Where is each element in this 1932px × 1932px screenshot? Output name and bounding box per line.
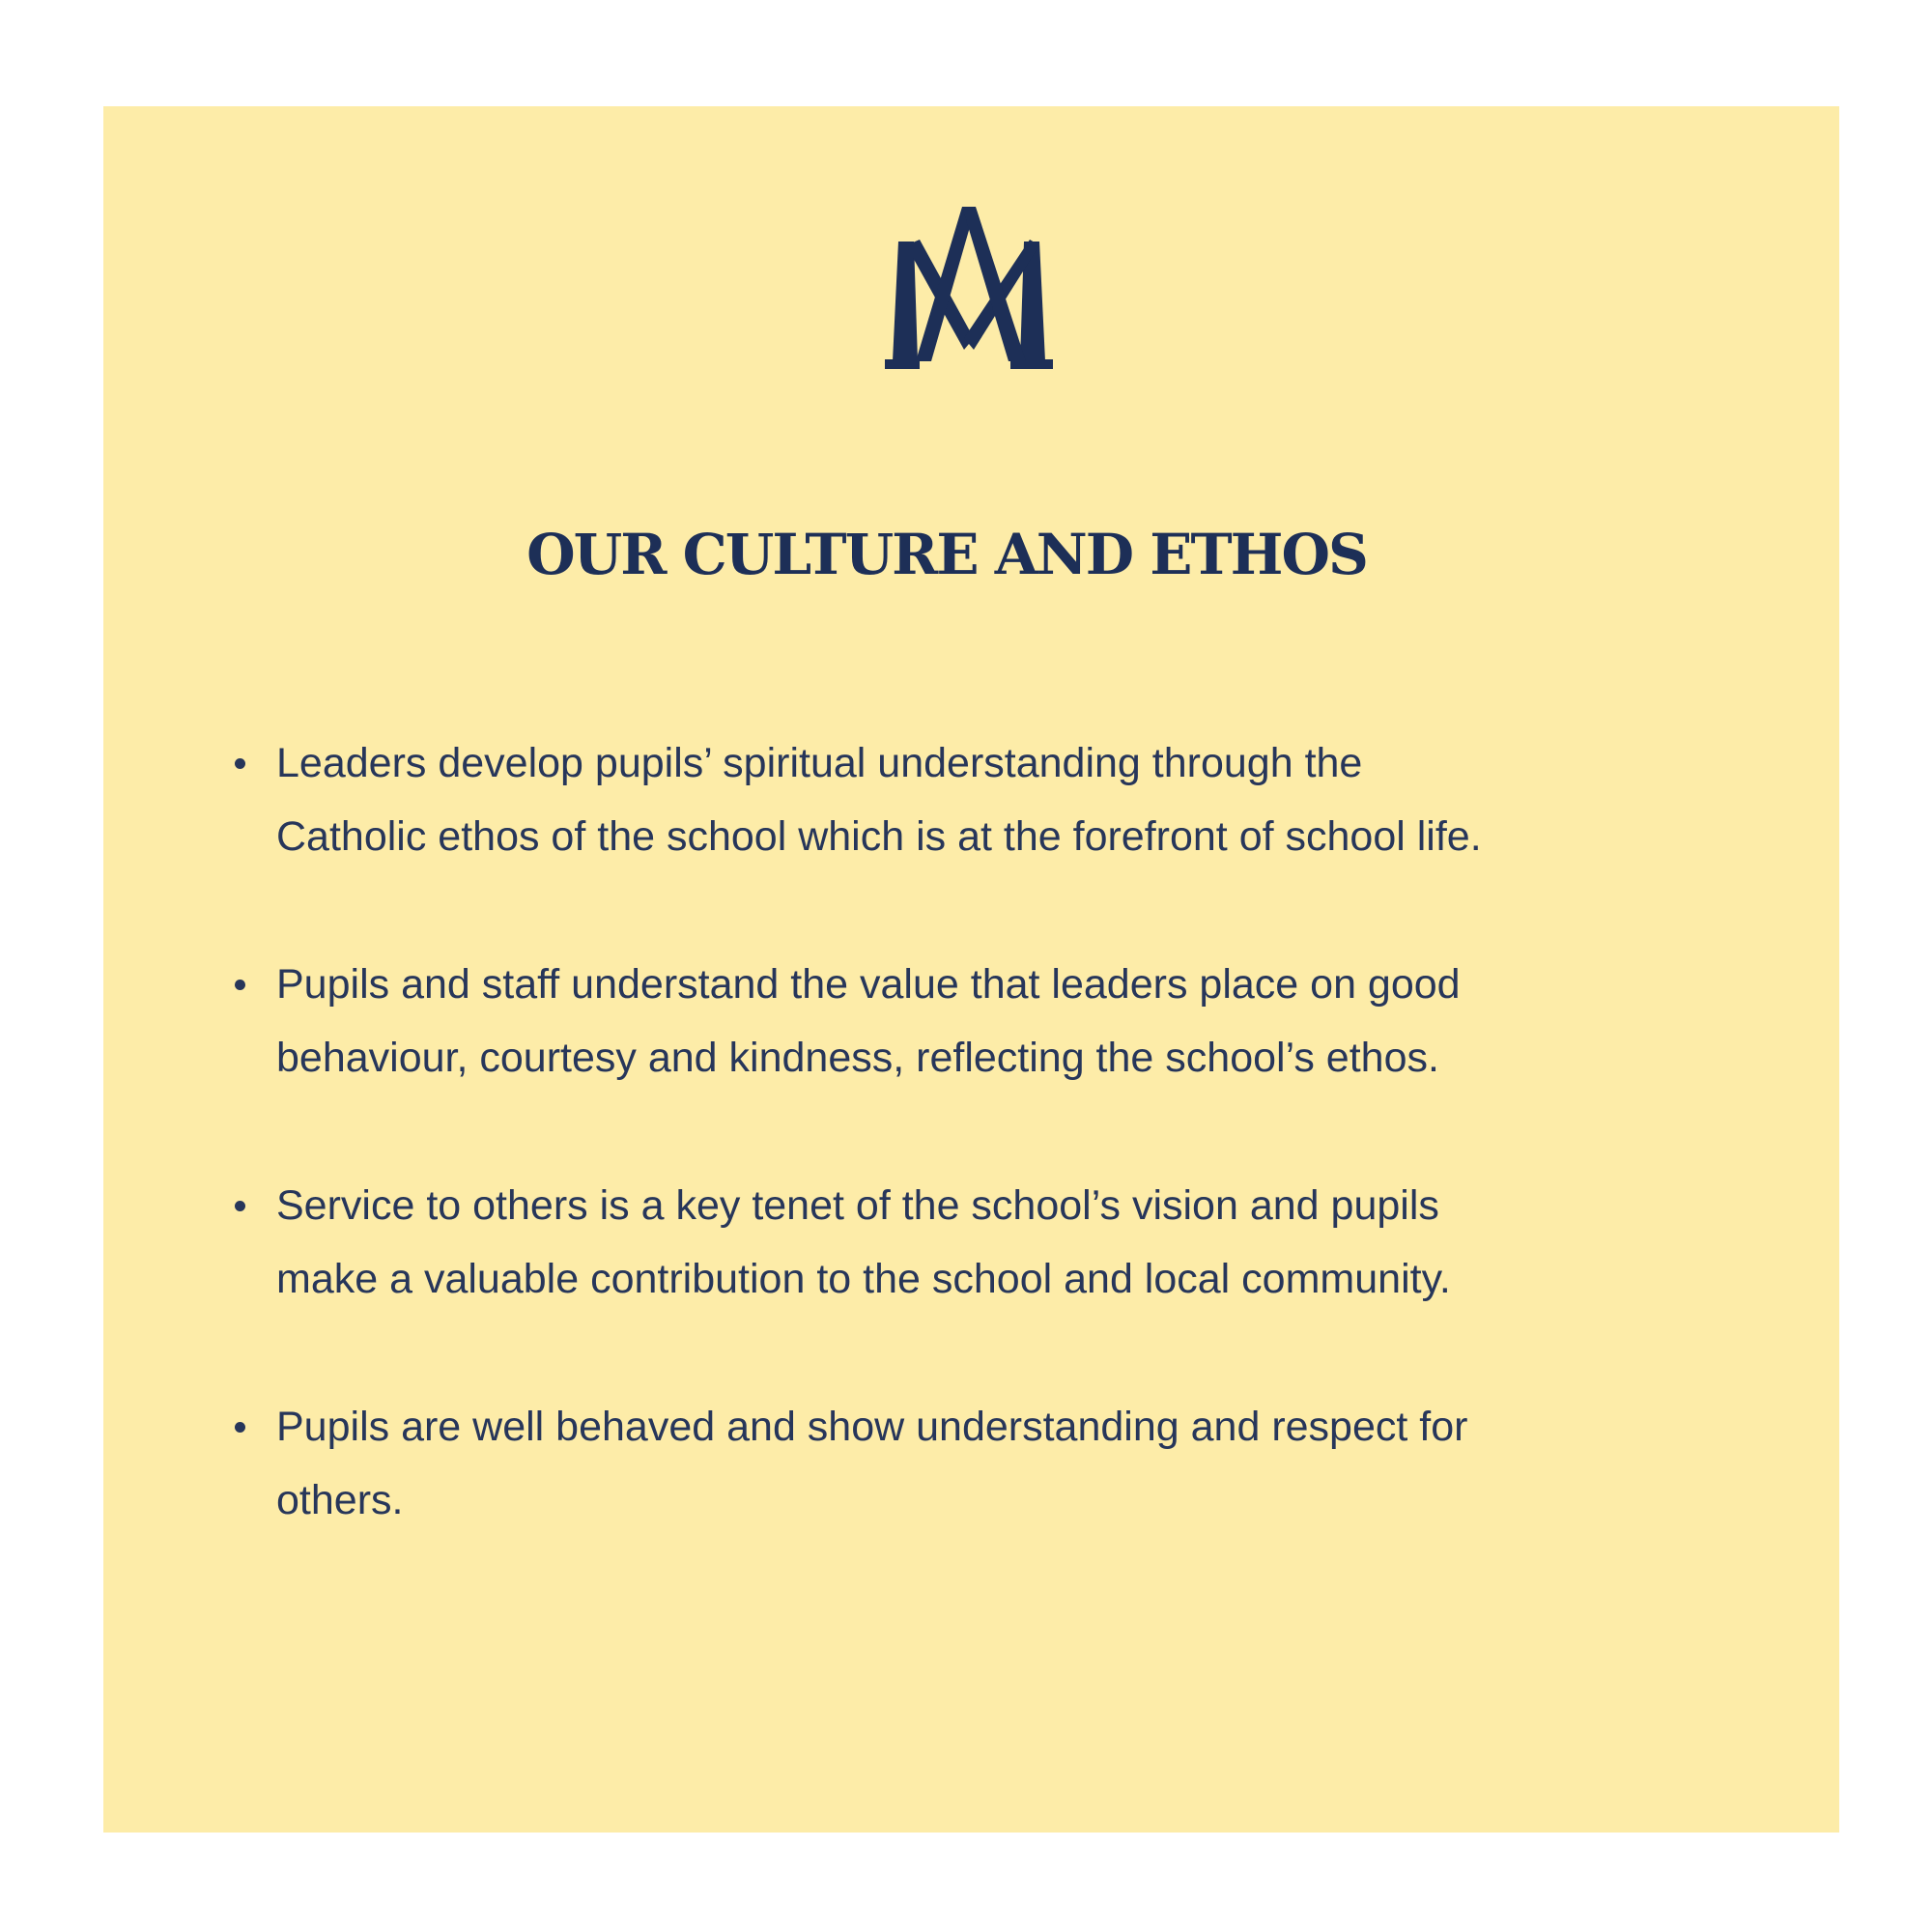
am-monogram-icon (885, 207, 1053, 369)
bullet-text-line: Leaders develop pupils’ spiritual understanding through the (276, 740, 1363, 786)
page-title: OUR CULTURE AND ETHOS (526, 522, 1367, 587)
list-item (276, 948, 1783, 1094)
list-item (276, 1390, 1783, 1537)
list-item (276, 726, 1783, 873)
bullet-list (276, 726, 1783, 1611)
bullet-text-line: behaviour, courtesy and kindness, reflecting the school’s ethos. (276, 1035, 1439, 1081)
bullet-text-line: Pupils and staff understand the value that leaders place on good (276, 961, 1461, 1008)
bullet-text-line: Service to others is a key tenet of the school’s vision and pupils (276, 1182, 1439, 1229)
bullet-text-line: Pupils are well behaved and show understanding and respect for (276, 1404, 1468, 1450)
bullet-text-line: others. (276, 1477, 404, 1523)
bullet-dot-icon (235, 758, 245, 769)
bullet-text-line: Catholic ethos of the school which is at the forefront of school life. (276, 813, 1482, 860)
bullet-dot-icon (235, 980, 245, 990)
bullet-text-line: make a valuable contribution to the school and local community. (276, 1256, 1451, 1302)
list-item (276, 1169, 1783, 1316)
bullet-dot-icon (235, 1422, 245, 1433)
bullet-dot-icon (235, 1201, 245, 1211)
